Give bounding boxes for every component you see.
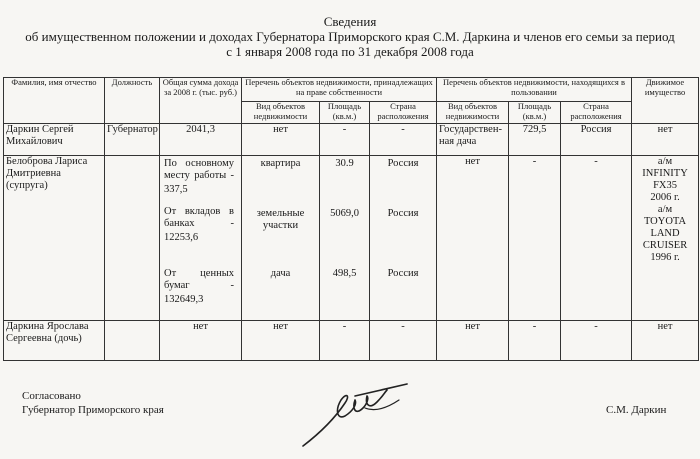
cell-owned-country xyxy=(370,156,437,321)
cell-income xyxy=(160,156,242,321)
cell-name: Даркина Ярослава Сергеевна (дочь) xyxy=(4,321,105,361)
table-row xyxy=(4,124,699,156)
cell-owned-area xyxy=(320,156,370,321)
subheader-owned-country: Страна расположения xyxy=(370,102,437,124)
cell-owned-type xyxy=(242,156,320,321)
doc-subtitle: об имущественном положении и доходах Губернатора Приморского края С.М. Даркина и членов его семьи за период xyxy=(25,29,675,44)
income-item-value: 132649,3 xyxy=(164,294,204,305)
subheader-used-country: Страна расположения xyxy=(561,102,632,124)
cell-used-type: Государствен-ная дача xyxy=(437,124,509,156)
table-row xyxy=(4,156,699,321)
subheader-used-area: Площадь (кв.м.) xyxy=(509,102,561,124)
cell-position: Губернатор xyxy=(105,124,160,156)
header-movable: Движимое имущество xyxy=(632,78,699,124)
cell-owned-type: нет xyxy=(242,321,320,361)
cell-owned-area: - xyxy=(320,124,370,156)
governor-title: Губернатор Приморского края xyxy=(22,404,164,416)
cell-used-country: - xyxy=(561,156,632,321)
cell-income: 2041,3 xyxy=(160,124,242,156)
doc-period: с 1 января 2008 года по 31 декабря 2008 года xyxy=(226,44,474,59)
cell-name: Белоброва Лариса Дмитриевна (супруга) xyxy=(4,156,105,321)
owned-type-item: дача xyxy=(270,268,291,279)
owned-type-item: квартира xyxy=(260,158,301,169)
movable-line: а/м xyxy=(657,204,673,215)
header-position: Должность xyxy=(105,78,160,124)
movable-line: FX35 xyxy=(653,180,677,191)
owned-area-item: 498,5 xyxy=(332,268,357,279)
cell-income: нет xyxy=(160,321,242,361)
income-item-value: 12253,6 xyxy=(164,232,199,243)
movable-line: 1996 г. xyxy=(650,252,680,263)
header-owned-property: Перечень объектов недвижимости, принадлежащих на праве собственности xyxy=(242,78,437,102)
cell-used-country: Россия xyxy=(561,124,632,156)
header-income: Общая сумма дохода за 2008 г. (тыс. руб.) xyxy=(160,78,242,124)
cell-used-area: 729,5 xyxy=(509,124,561,156)
owned-area-item: 30.9 xyxy=(335,158,354,169)
movable-line: 2006 г. xyxy=(650,192,680,203)
signature-name: С.М. Даркин xyxy=(606,404,667,416)
agreed-label: Согласовано xyxy=(22,390,81,402)
movable-line: а/м xyxy=(657,156,673,167)
owned-area-item: 5069,0 xyxy=(330,208,359,219)
cell-name: Даркин Сергей Михайлович xyxy=(4,124,105,156)
header-used-property: Перечень объектов недвижимости, находящихся в пользовании xyxy=(437,78,632,102)
cell-movable: нет xyxy=(632,321,699,361)
table-row xyxy=(4,321,699,361)
owned-type-item: земельные участки xyxy=(256,208,305,231)
cell-used-type: нет xyxy=(437,156,509,321)
cell-owned-country: - xyxy=(370,124,437,156)
cell-used-area: - xyxy=(509,156,561,321)
cell-owned-area: - xyxy=(320,321,370,361)
property-income-table xyxy=(3,77,699,361)
movable-line: CRUISER xyxy=(642,240,688,251)
cell-used-type: нет xyxy=(437,321,509,361)
subheader-used-type: Вид объектов недвижимости xyxy=(437,102,509,124)
cell-movable xyxy=(632,156,699,321)
income-item-label: От вкладов в банках - xyxy=(164,206,234,229)
doc-heading: Сведения xyxy=(323,14,377,29)
subheader-owned-type: Вид объектов недвижимости xyxy=(242,102,320,124)
income-item-label: От ценных бумаг - xyxy=(164,268,234,291)
cell-used-country: - xyxy=(561,321,632,361)
cell-position xyxy=(105,156,160,321)
owned-country-item: Россия xyxy=(387,158,419,169)
cell-position xyxy=(105,321,160,361)
handwritten-signature xyxy=(295,378,425,453)
income-item-value: 337,5 xyxy=(164,184,188,195)
header-name: Фамилия, имя отчество xyxy=(4,78,105,124)
income-item-label: По основному месту работы - xyxy=(164,158,234,181)
movable-line: INFINITY xyxy=(642,168,688,179)
cell-owned-country: - xyxy=(370,321,437,361)
owned-country-item: Россия xyxy=(387,208,419,219)
movable-line: TOYOTA xyxy=(643,216,687,227)
subheader-owned-area: Площадь (кв.м.) xyxy=(320,102,370,124)
cell-movable: нет xyxy=(632,124,699,156)
owned-country-item: Россия xyxy=(387,268,419,279)
cell-owned-type: нет xyxy=(242,124,320,156)
movable-line: LAND xyxy=(650,228,680,239)
cell-used-area: - xyxy=(509,321,561,361)
